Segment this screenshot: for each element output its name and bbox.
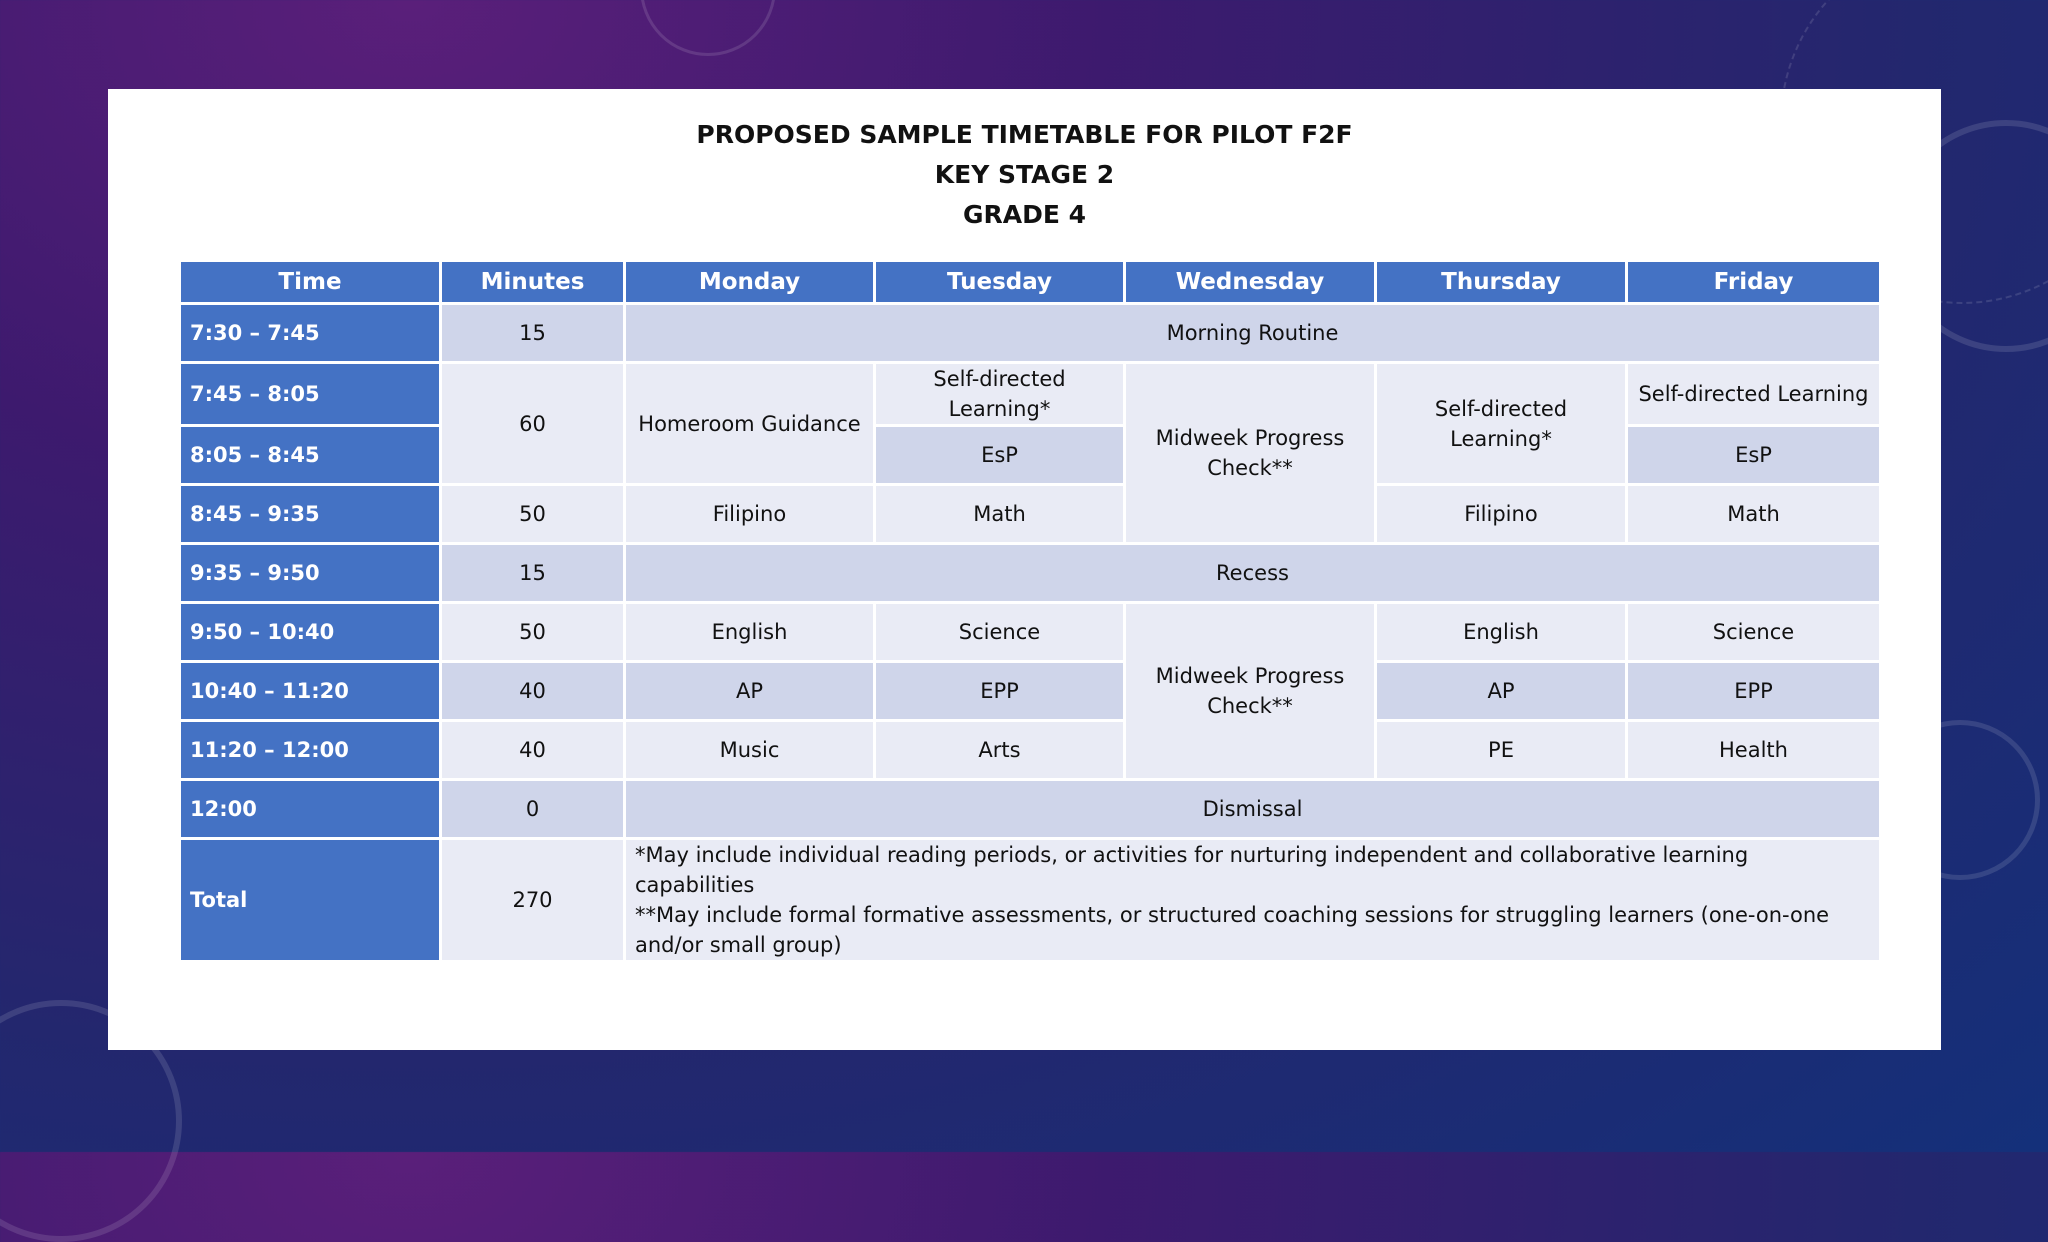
footnote-single-asterisk: *May include individual reading periods, or activities for nurturing independent and collaborative learning capabilities: [635, 843, 1749, 897]
activity-cell: Math: [875, 485, 1125, 544]
table-row: [180, 304, 1881, 363]
table-row: [180, 662, 1881, 721]
time-cell: 7:30 – 7:45: [180, 304, 441, 363]
time-cell: 8:05 – 8:45: [180, 426, 441, 485]
activity-cell: Self-directed Learning*: [1376, 363, 1627, 485]
activity-cell: English: [1376, 603, 1627, 662]
decorative-circle: [640, 0, 776, 56]
activity-cell: Science: [875, 603, 1125, 662]
activity-cell: Math: [1627, 485, 1881, 544]
activity-cell: Arts: [875, 721, 1125, 780]
minutes-cell: 60: [441, 363, 625, 485]
activity-cell: Midweek Progress Check**: [1125, 603, 1376, 780]
header-friday: Friday: [1627, 261, 1881, 304]
title-line: KEY STAGE 2: [934, 160, 1115, 189]
time-cell: 10:40 – 11:20: [180, 662, 441, 721]
activity-cell: Recess: [625, 544, 1881, 603]
title-line: GRADE 4: [962, 200, 1087, 229]
table-row: [180, 485, 1881, 544]
activity-cell: Morning Routine: [625, 304, 1881, 363]
time-cell: 11:20 – 12:00: [180, 721, 441, 780]
activity-cell: PE: [1376, 721, 1627, 780]
activity-cell: Dismissal: [625, 780, 1881, 839]
time-cell: 9:50 – 10:40: [180, 603, 441, 662]
minutes-cell: 50: [441, 485, 625, 544]
time-cell: 8:45 – 9:35: [180, 485, 441, 544]
header-tuesday: Tuesday: [875, 261, 1125, 304]
activity-cell: EPP: [875, 662, 1125, 721]
activity-cell: Midweek Progress Check**: [1125, 363, 1376, 544]
minutes-cell: 15: [441, 544, 625, 603]
table-row: [180, 603, 1881, 662]
minutes-cell: 40: [441, 721, 625, 780]
activity-cell: Self-directed Learning*: [875, 363, 1125, 426]
footnote-double-asterisk: **May include formal formative assessments, or structured coaching sessions for struggling learners (one-on-one and/or small group): [635, 903, 1830, 957]
minutes-cell: 15: [441, 304, 625, 363]
header-row: [180, 261, 1881, 304]
title-line: PROPOSED SAMPLE TIMETABLE FOR PILOT F2F: [696, 120, 1353, 149]
time-cell: 7:45 – 8:05: [180, 363, 441, 426]
table-row: [180, 780, 1881, 839]
header-minutes: Minutes: [441, 261, 625, 304]
time-cell: 9:35 – 9:50: [180, 544, 441, 603]
activity-cell: Music: [625, 721, 875, 780]
total-label: Total: [180, 839, 441, 962]
table-row: [180, 363, 1881, 426]
slide: [108, 89, 1941, 1050]
minutes-cell: 50: [441, 603, 625, 662]
total-row: [180, 839, 1881, 962]
timetable: [178, 259, 1882, 963]
header-wednesday: Wednesday: [1125, 261, 1376, 304]
activity-cell: Science: [1627, 603, 1881, 662]
activity-cell: AP: [1376, 662, 1627, 721]
activity-cell: EPP: [1627, 662, 1881, 721]
activity-cell: Filipino: [625, 485, 875, 544]
time-cell: 12:00: [180, 780, 441, 839]
activity-cell: Self-directed Learning: [1627, 363, 1881, 426]
activity-cell: EsP: [875, 426, 1125, 485]
footnotes-cell: [625, 839, 1881, 962]
minutes-cell: 40: [441, 662, 625, 721]
slide-title: [108, 115, 1941, 235]
header-monday: Monday: [625, 261, 875, 304]
table-row: [180, 721, 1881, 780]
header-thursday: Thursday: [1376, 261, 1627, 304]
activity-cell: Homeroom Guidance: [625, 363, 875, 485]
table-row: [180, 544, 1881, 603]
activity-cell: English: [625, 603, 875, 662]
activity-cell: AP: [625, 662, 875, 721]
activity-cell: Filipino: [1376, 485, 1627, 544]
total-minutes: 270: [441, 839, 625, 962]
header-time: Time: [180, 261, 441, 304]
activity-cell: EsP: [1627, 426, 1881, 485]
minutes-cell: 0: [441, 780, 625, 839]
activity-cell: Health: [1627, 721, 1881, 780]
